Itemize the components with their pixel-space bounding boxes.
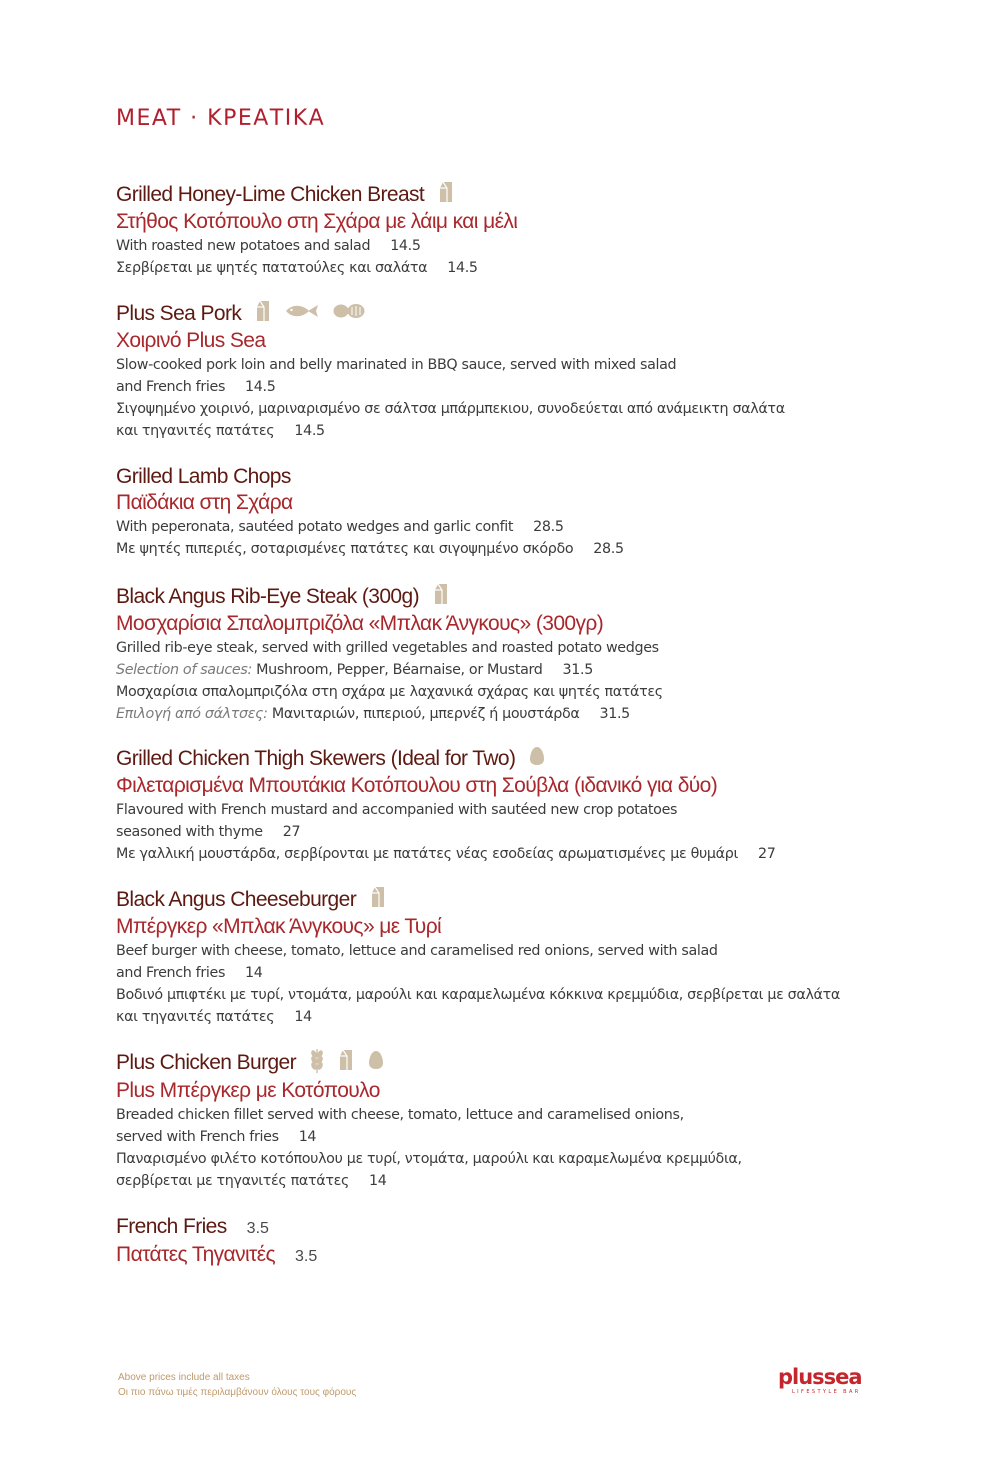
item-price: 14.5 [390, 237, 421, 254]
item-title [116, 886, 916, 914]
item-description-line [116, 984, 916, 1006]
item-description-line [116, 1006, 916, 1028]
footer-note-gr: Οι πιο πάνω τιμές περιλαμβάνουν όλους τους φόρους [118, 1387, 357, 1398]
menu-item [116, 300, 916, 442]
egg-icon [529, 742, 559, 769]
description-text: With peperonata, sautéed potato wedges and garlic confit [116, 519, 514, 535]
allergen-icons [433, 580, 463, 607]
item-title [116, 1049, 916, 1078]
milk-carton-icon [370, 883, 400, 910]
allergen-icons [438, 178, 468, 205]
menu-item [116, 583, 916, 725]
item-description-line [116, 376, 916, 398]
description-text: Mushroom, Pepper, Béarnaise, or Mustard [251, 661, 543, 678]
item-description-line [116, 821, 916, 843]
item-subtitle-text: Χοιρινό Plus Sea [116, 328, 266, 352]
item-price: 27 [757, 845, 776, 862]
description-text: Slow-cooked pork loin and belly marinated in BBQ sauce, served with mixed salad [116, 356, 677, 373]
item-title-text: French Fries [116, 1215, 227, 1238]
item-title [116, 181, 916, 209]
description-text: Με ψητές πιπεριές, σοταρισμένες πατάτες και σιγοψημένο σκόρδο [116, 541, 574, 557]
fish-icon [285, 297, 333, 324]
sauce-selection-label: Επιλογή από σάλτσες: [116, 705, 268, 722]
description-text: seasoned with thyme [116, 823, 263, 840]
description-text: Με γαλλική μουστάρδα, σερβίρονται με πατάτες νέας εσοδείας αρωματισμένες με θυμάρι [116, 845, 738, 862]
item-subtitle-text: Φιλεταρισμένα Μπουτάκια Κοτόπουλου στη Σούβλα (ιδανικό για δύο) [116, 773, 718, 797]
item-description-line [116, 681, 916, 703]
item-subtitle-text: Παϊδάκια στη Σχάρα [116, 491, 293, 514]
item-price: 14 [245, 964, 263, 981]
item-description-line [116, 1104, 916, 1126]
item-price: 27 [282, 823, 301, 840]
item-title-text: Grilled Lamb Chops [116, 465, 291, 488]
wheat-icon [310, 1045, 338, 1073]
description-text: Μοσχαρίσια σπαλομπριζόλα στη σχάρα με λαχανικά σχάρας και ψητές πατάτες [116, 683, 663, 700]
item-price: 28.5 [533, 519, 564, 535]
item-description-line [116, 257, 916, 279]
item-title-text: Plus Chicken Burger [116, 1051, 297, 1074]
description-text: served with French fries [116, 1128, 279, 1145]
description-text: Σερβίρεται με ψητές πατατούλες και σαλάτα [116, 259, 428, 276]
item-title-text: Black Angus Rib-Eye Steak (300g) [116, 585, 419, 608]
milk-carton-icon [433, 580, 463, 607]
item-description-line [116, 354, 916, 376]
item-subtitle-text: Plus Μπέργκερ με Κοτόπουλο [116, 1078, 380, 1102]
item-description-line [116, 538, 916, 560]
item-description-line [116, 420, 916, 442]
item-title [116, 583, 916, 611]
item-description-line [116, 1148, 916, 1170]
item-subtitle-text: Μπέργκερ «Μπλακ Άνγκους» με Τυρί [116, 914, 442, 938]
item-description-line [116, 703, 916, 725]
description-text: Βοδινό μπιφτέκι με τυρί, ντομάτα, μαρούλι και καραμελωμένα κόκκινα κρεμμύδια, σερβίρεται με σαλάτα [116, 986, 840, 1003]
item-subtitle [116, 914, 916, 940]
item-subtitle [116, 1242, 916, 1270]
egg-icon [368, 1045, 398, 1072]
item-title [116, 463, 916, 490]
description-text: Grilled rib-eye steak, served with grilled vegetables and roasted potato wedges [116, 639, 659, 656]
description-text: Σιγοψημένο χοιρινό, μαριναρισμένο σε σάλτσα μπάρμπεκιου, συνοδεύεται από ανάμεικτη σαλάτα [116, 400, 785, 417]
item-price: 31.5 [562, 661, 593, 678]
item-subtitle-price: 3.5 [295, 1248, 318, 1265]
allergen-icons [255, 297, 379, 324]
allergen-icons [310, 1045, 398, 1073]
item-description-line [116, 398, 916, 420]
description-text: και τηγανιτές πατάτες [116, 422, 275, 439]
description-text: και τηγανιτές πατάτες [116, 1008, 275, 1025]
item-title-text: Plus Sea Pork [116, 302, 242, 325]
footer-note [118, 1370, 356, 1400]
plussea-logo [778, 1366, 862, 1396]
menu-item [116, 745, 916, 865]
item-description-line [116, 235, 916, 257]
item-description-line [116, 962, 916, 984]
item-description-line [116, 799, 916, 821]
item-subtitle [116, 611, 916, 637]
allergen-icons [370, 883, 400, 910]
sauce-selection-label: Selection of sauces: [116, 661, 252, 678]
item-subtitle [116, 1078, 916, 1104]
item-subtitle-text: Στήθος Κοτόπουλο στη Σχάρα με λάιμ και μέλι [116, 209, 518, 233]
footer-note-en: Above prices include all taxes [118, 1372, 250, 1383]
item-subtitle [116, 773, 916, 799]
item-title [116, 745, 916, 773]
menu-item [116, 181, 916, 279]
menu-item [116, 1049, 916, 1192]
item-subtitle-text: Μοσχαρίσια Σπαλομπριζόλα «Μπλακ Άνγκους» (300γρ) [116, 611, 604, 635]
item-description-line [116, 637, 916, 659]
item-title [116, 1213, 916, 1242]
milk-carton-icon [438, 178, 468, 205]
item-title [116, 300, 916, 328]
item-price: 28.5 [593, 541, 624, 557]
milk-carton-icon [338, 1045, 368, 1072]
description-text: Μανιταριών, πιπεριού, μπερνέζ ή μουστάρδα [267, 705, 580, 722]
item-subtitle [116, 209, 916, 235]
description-text: and French fries [116, 378, 226, 395]
item-title-text: Black Angus Cheeseburger [116, 888, 357, 911]
item-description-line [116, 1126, 916, 1148]
menu-item [116, 463, 916, 560]
description-text: Beef burger with cheese, tomato, lettuce and caramelised red onions, served with salad [116, 942, 718, 959]
item-price: 31.5 [599, 705, 630, 722]
item-subtitle-text: Πατάτες Τηγανιτές [116, 1243, 276, 1266]
item-description-line [116, 843, 916, 865]
item-title-text: Grilled Honey-Lime Chicken Breast [116, 183, 425, 206]
peanut-icon [333, 297, 379, 324]
logo-wordmark: plussea [778, 1365, 862, 1389]
item-subtitle [116, 328, 916, 354]
item-subtitle [116, 490, 916, 516]
item-title-price: 3.5 [246, 1220, 269, 1237]
item-description-line [116, 516, 916, 538]
item-title-text: Grilled Chicken Thigh Skewers (Ideal for Two) [116, 747, 516, 770]
allergen-icons [529, 742, 559, 769]
item-price: 14 [294, 1008, 312, 1025]
description-text: σερβίρεται με τηγανιτές πατάτες [116, 1172, 350, 1189]
section-title: MEAT · ΚΡΕΑΤΙΚΑ [116, 106, 326, 131]
logo-tagline: LIFESTYLE BAR [792, 1389, 861, 1395]
item-description-line [116, 940, 916, 962]
menu-item [116, 1213, 916, 1270]
menu-item [116, 886, 916, 1028]
description-text: With roasted new potatoes and salad [116, 237, 371, 254]
item-price: 14 [369, 1172, 387, 1189]
description-text: Breaded chicken fillet served with cheese, tomato, lettuce and caramelised onions, [116, 1106, 684, 1123]
description-text: Παναρισμένο φιλέτο κοτόπουλου με τυρί, ντομάτα, μαρούλι και καραμελωμένα κρεμμύδια, [116, 1150, 742, 1167]
milk-carton-icon [255, 297, 285, 324]
item-description-line [116, 659, 916, 681]
item-price: 14.5 [294, 422, 325, 439]
description-text: and French fries [116, 964, 226, 981]
item-description-line [116, 1170, 916, 1192]
item-price: 14.5 [245, 378, 276, 395]
description-text: Flavoured with French mustard and accompanied with sautéed new crop potatoes [116, 801, 678, 818]
item-price: 14 [298, 1128, 317, 1145]
item-price: 14.5 [447, 259, 478, 276]
